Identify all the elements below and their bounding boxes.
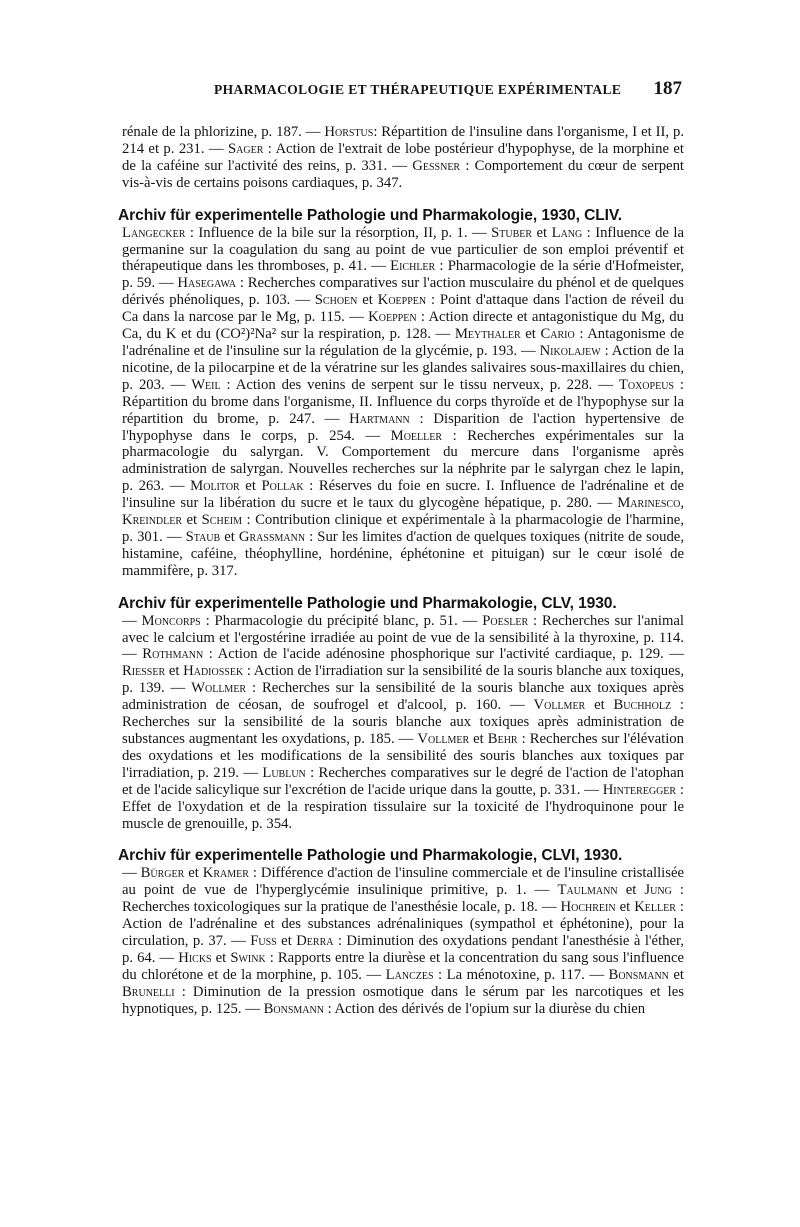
entry-text: et — [357, 292, 378, 309]
entry-text: : Action de l'adrénaline et des substances adrénaliniques (sympathol et éphétonine), pour la circulation, p. 37. — — [122, 899, 684, 950]
entry-text: : Recherches comparatives sur le degré de l'action de l'atophan et de l'acide salicylique sur l'excrétion de l'acide urique dans la goutte, p. 331. — — [122, 764, 685, 798]
author-name: Swink — [230, 949, 266, 966]
author-name: Derra — [296, 933, 334, 950]
entry-text: : Action de la nicotine, de la pilocarpine et de la vératrine sur les glandes salivaires sous-maxillaires du chien, p. 203. — — [122, 342, 684, 393]
entry-text: — — [122, 865, 141, 882]
author-name: Vollmer — [533, 697, 586, 714]
author-name: Buchholz — [613, 697, 672, 714]
entry-text: : Action de l'extrait de lobe postérieur d'hypophyse, de la morphine et de la caféine sur l'activité des reins, p. 331. — — [122, 140, 684, 174]
entry-text: et — [239, 478, 262, 495]
entry-text: et — [668, 966, 684, 983]
author-name: Jung — [644, 882, 672, 899]
entry-text: : Contribution clinique et expérimentale à la pharmacologie de l'harmine, p. 301. — — [122, 512, 684, 545]
journal-entries — [122, 225, 684, 580]
entry-text: : Pharmacologie du précipité blanc, p. 51. — — [200, 612, 483, 629]
author-name: Wollmer — [191, 680, 247, 697]
author-name: Rothmann — [142, 646, 204, 663]
author-name: Staub — [185, 528, 221, 545]
entry-text: et — [520, 326, 541, 343]
author-name: Moeller — [390, 427, 443, 444]
page-number: 187 — [653, 78, 682, 99]
author-name: Toxopeus — [618, 376, 674, 393]
entry-text: : Antagonisme de l'adrénaline et de l'insuline sur la régulation de la glycémie, p. 193. — — [122, 326, 684, 359]
entry-text: : Diminution des oxydations pendant l'anesthésie à l'éther, p. 64. — — [122, 933, 684, 966]
author-name: Lanczes — [385, 966, 434, 983]
entry-text: : Recherches sur l'élévation des oxydations et les modifications de la sensibilité des souris blanches aux toxiques par l'irradiation, p. 219. — — [122, 731, 684, 781]
entry-text: et — [184, 865, 203, 882]
entry-text: : Influence de la bile sur la résorption, II, p. 1. — — [185, 224, 492, 241]
running-title: PHARMACOLOGIE ET THÉRAPEUTIQUE EXPÉRIMENTALE — [214, 82, 622, 97]
author-name: Meythaler — [454, 326, 521, 343]
author-name: Gessner — [412, 157, 461, 174]
journal-section — [118, 594, 685, 833]
author-name: Kramer — [202, 865, 249, 882]
entry-text: rénale de la phlorizine, p. 187. — — [122, 124, 325, 140]
author-name: Behr — [487, 731, 518, 747]
entry-text: : Répartition du brome dans l'organisme, II. Influence du corps thyroïde et de l'hypophyse sur la répartition du brome, p. 247. — — [122, 376, 684, 427]
author-name: Grassmann — [238, 528, 306, 545]
intro-paragraph — [122, 124, 684, 192]
author-name: Hochrein — [560, 899, 616, 916]
author-name: Koeppen — [377, 292, 427, 309]
author-name: Taulmann — [557, 882, 618, 899]
entry-text: : Recherches sur la sensibilité de la souris blanche aux toxiques après administration de substances augmentant les oxydations, p. 185. — — [122, 697, 684, 747]
entry-text: : Action directe et antagonistique du Mg, du Ca, du K et du (CO²)²Na² sur la respiration, p. 128. — — [122, 309, 684, 343]
author-name: Riesser — [122, 663, 166, 680]
running-head — [122, 78, 682, 100]
document-body — [118, 124, 685, 1018]
author-name: Lang — [551, 224, 583, 241]
entry-text: et — [585, 697, 614, 714]
entry-text: : Différence d'action de l'insuline commerciale et de l'insuline cristallisée au point de vue de l'hyperglycémie insulinique primitive, p. 1. — — [122, 865, 684, 899]
author-name: Horstus — [324, 124, 374, 140]
entry-text: : Recherches comparatives sur l'action musculaire du phénol et de quelques dérivés phénoliques, p. 103. — — [122, 275, 685, 309]
journal-sections — [118, 206, 685, 1018]
author-name: Scheim — [201, 512, 243, 529]
entry-text: : Sur les limites d'action de quelques toxiques (nitrite de soude, histamine, caféine, théophylline, hordénine, éphétonine et pituigan) sur le cœur isolé de mammifère, p. 317. — [122, 528, 684, 579]
author-name: Nikolajew — [539, 342, 601, 359]
entry-text: : Comportement du cœur de serpent vis-à-vis de certains poisons cardiaques, p. 347. — [122, 157, 685, 191]
journal-entries — [122, 865, 684, 1017]
author-name: Cario — [540, 326, 575, 343]
author-name: Molitor — [190, 478, 240, 495]
author-name: Eichler — [390, 258, 436, 275]
entry-text: et — [615, 899, 635, 916]
author-name: Keller — [634, 899, 676, 916]
entry-text: : La ménotoxine, p. 117. — — [433, 966, 609, 983]
entry-text: et — [182, 512, 202, 529]
entry-text: : Action de l'irradiation sur la sensibilité de la souris blanche aux toxiques, p. 139. — — [122, 663, 684, 697]
author-name: Hadiossek — [183, 663, 244, 680]
entry-text: : Diminution de la pression osmotique dans le sérum par les narcotiques et les hypnotiques, p. 125. — — [122, 983, 684, 1017]
entry-text: et — [165, 663, 184, 680]
author-name: Hasegawa — [177, 275, 237, 292]
journal-heading: Archiv für experimentelle Pathologie und Pharmakologie, CLV, 1930. — [118, 594, 617, 612]
entry-text: : Réserves du foie en sucre. I. Influence de l'adrénaline et de l'insuline sur la libération du sucre et le taux du glycogène hépatique, p. 280. — — [122, 478, 684, 512]
entry-text: : Disparition de l'action hypertensive de l'hypophyse dans le corps, p. 254. — — [122, 410, 684, 444]
entry-text: : Action des venins de serpent sur le tissu nerveux, p. 228. — — [220, 376, 619, 393]
entry-text: et — [276, 933, 297, 950]
entry-text: : Effet de l'oxydation et de la respiration tissulaire sur la toxicité de l'hydroquinone pour le muscle de grenouille, p. 354. — [122, 781, 684, 832]
entry-text: : Rapports entre la diurèse et la concentration du sang sous l'influence du chlorétone et de la morphine, p. 105. — — [122, 949, 684, 983]
author-name: Lublun — [262, 764, 306, 781]
author-name: Hicks — [178, 949, 212, 966]
author-name: Fuss — [250, 933, 277, 950]
author-name: Hartmann — [349, 410, 410, 427]
entry-text: : Recherches sur l'animal avec le calcium et l'ergostérine irradiée au point de vue de la sensibilité à la thyroxine, p. 114. — — [122, 612, 684, 663]
author-name: Sager — [228, 140, 264, 157]
author-name: Bonsmann — [608, 966, 669, 983]
entry-text: et — [532, 224, 552, 241]
entry-text: et — [211, 949, 231, 966]
entry-text: : Action des dérivés de l'opium sur la diurèse du chien — [323, 1000, 646, 1017]
author-name: Schoen — [314, 292, 358, 309]
journal-entries — [122, 613, 684, 833]
entry-text: : Influence de la germanine sur la coagulation du sang au point de vue particulier de son emploi préventif et thérapeutique dans les thromboses, p. 41. — — [122, 224, 684, 275]
entry-text: : Pharmacologie de la série d'Hofmeister, p. 59. — — [122, 258, 685, 292]
author-name: Stuber — [491, 224, 533, 241]
entry-text: : Action de l'acide adénosine phosphorique sur l'activité cardiaque, p. 129. — — [203, 646, 685, 663]
entry-text: : Point d'attaque dans l'action de réveil du Ca dans la narcose par le Mg, p. 115. — — [122, 292, 684, 326]
journal-heading: Archiv für experimentelle Pathologie und Pharmakologie, CLVI, 1930. — [118, 847, 623, 865]
author-name: Koeppen — [368, 309, 417, 326]
author-name: Brunelli — [122, 983, 175, 1000]
entry-text: — — [122, 612, 142, 629]
entry-text: et — [617, 882, 645, 899]
journal-section — [118, 846, 684, 1017]
author-name: Poesler — [482, 612, 529, 629]
author-name: Moncorps — [141, 612, 201, 629]
author-name: Bürger — [140, 865, 185, 882]
author-name: Hinteregger — [602, 781, 677, 798]
journal-heading: Archiv für experimentelle Pathologie und Pharmakologie, 1930, CLIV. — [118, 206, 623, 224]
entry-text: et — [469, 731, 488, 747]
entry-text: et — [220, 528, 239, 545]
author-name: Marinesco, Kreindler — [122, 495, 684, 529]
entry-text: : Recherches sur la sensibilité de la souris blanche aux toxiques après administration de céosan, de soufrogel et d'alcool, p. 160. — — [122, 680, 684, 714]
author-name: Weil — [191, 376, 221, 393]
author-name: Bonsmann — [263, 1000, 324, 1017]
entry-text: : Recherches expérimentales sur la pharmacologie du salyrgan. V. Comportement du mercure dans l'organisme après administration de salyrgan. Nouvelles recherches sur la néphrite par le salyrgan chez le lapin, p. 263. — — [122, 427, 684, 495]
journal-section — [118, 206, 685, 580]
author-name: Pollak — [261, 478, 304, 495]
author-name: Langecker — [122, 224, 186, 241]
entry-text: : Répartition de l'insuline dans l'organisme, I et II, p. 214 et p. 231. — — [122, 124, 684, 157]
entry-text: : Recherches toxicologiques sur la pratique de l'anesthésie locale, p. 18. — — [122, 882, 684, 916]
author-name: Vollmer — [417, 731, 470, 747]
